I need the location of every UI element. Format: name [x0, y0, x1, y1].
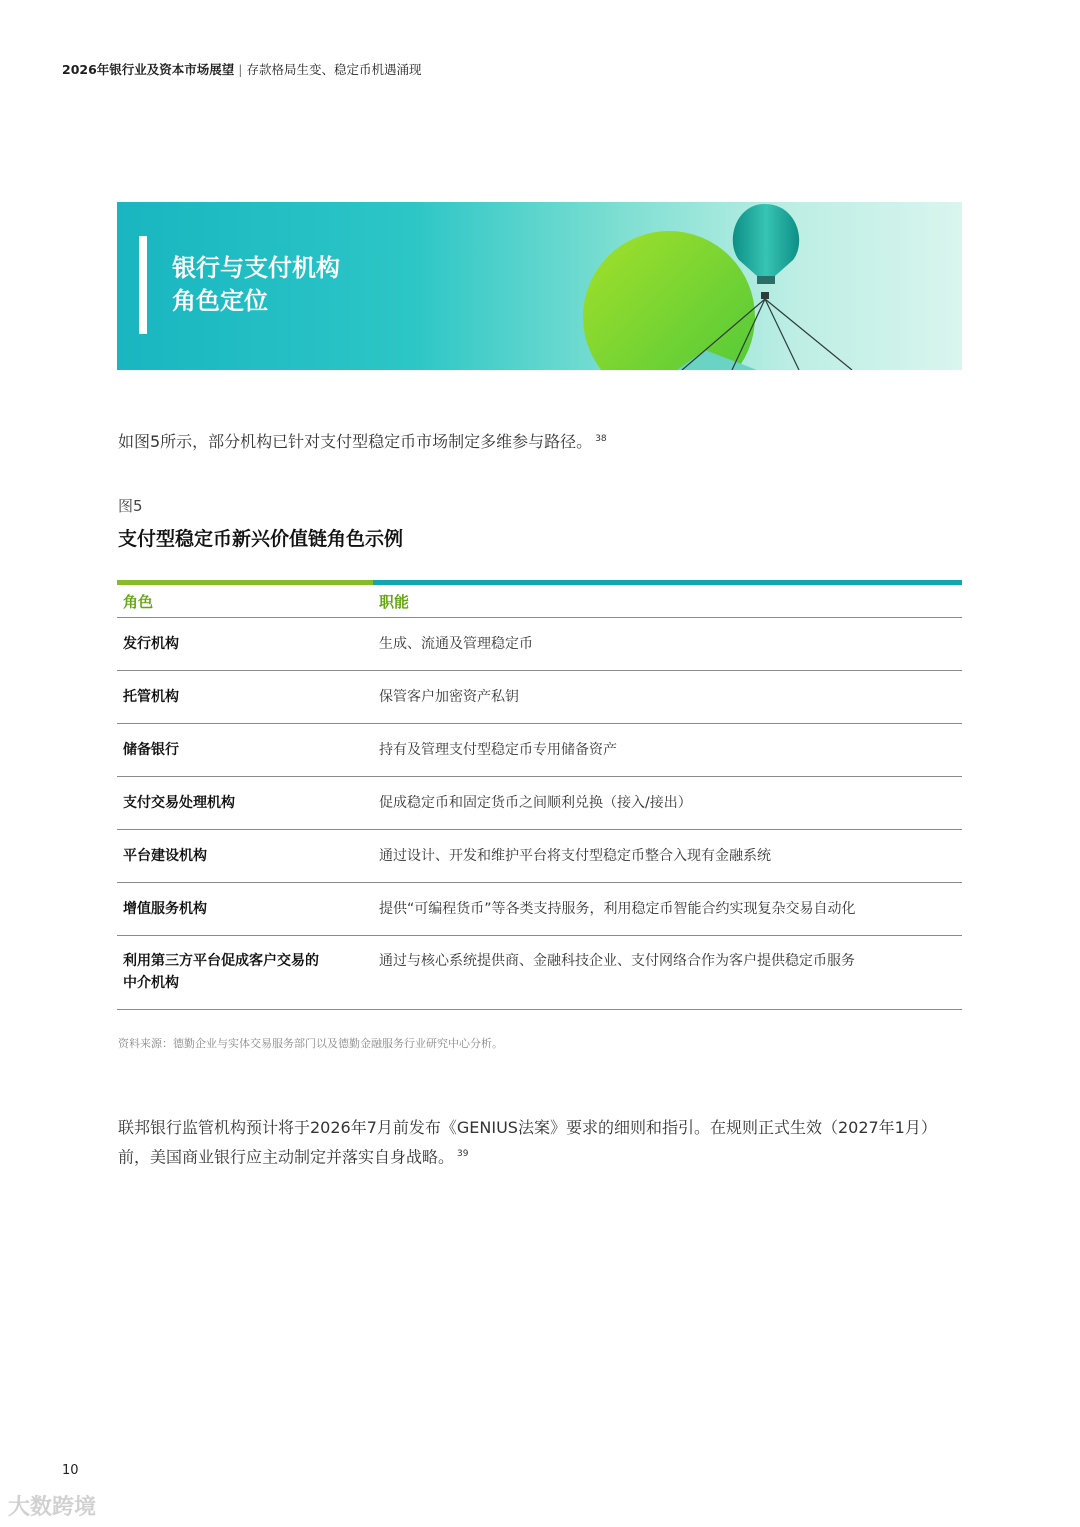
running-header	[62, 60, 422, 78]
role-cell-line2: 中介机构	[123, 975, 179, 991]
role-cell	[117, 950, 373, 994]
table-header	[117, 585, 962, 618]
section-banner	[117, 202, 962, 370]
role-cell-line1: 利用第三方平台促成客户交易的	[123, 953, 319, 969]
table-row	[117, 724, 962, 777]
balloon-envelope	[733, 204, 799, 276]
table-top-bar-green	[117, 580, 373, 585]
role-cell: 支付交易处理机构	[123, 795, 235, 811]
figure-title: 支付型稳定币新兴价值链角色示例	[118, 528, 404, 550]
table-row	[117, 830, 962, 883]
report-subtitle: 存款格局生变、稳定币机遇涌现	[246, 62, 422, 77]
function-cell: 持有及管理支付型稳定币专用储备资产	[379, 742, 617, 758]
table-top-bar	[117, 580, 962, 585]
banner-accent-bar	[139, 236, 147, 334]
role-cell: 增值服务机构	[123, 901, 207, 917]
table-top-bar-teal	[373, 580, 962, 585]
table-row	[117, 883, 962, 936]
table-row	[117, 936, 962, 1010]
function-cell: 生成、流通及管理稳定币	[379, 636, 533, 652]
function-cell: 通过设计、开发和维护平台将支付型稳定币整合入现有金融系统	[379, 848, 771, 864]
watermark-logo: 大数跨境	[8, 1495, 97, 1520]
source-note: 资料来源：德勤企业与实体交易服务部门以及德勤金融服务行业研究中心分析。	[118, 1037, 503, 1050]
body-paragraph-line2: 前，美国商业银行应主动制定并落实自身战略。	[118, 1147, 455, 1167]
intro-paragraph	[118, 429, 607, 452]
balloon-anchor	[761, 292, 769, 299]
section-title	[172, 252, 340, 318]
column-header-role: 角色	[123, 592, 154, 611]
table-row	[117, 618, 962, 671]
role-cell: 平台建设机构	[123, 848, 207, 864]
roles-table	[117, 580, 962, 1010]
intro-text: 如图5所示，部分机构已针对支付型稳定币市场制定多维参与路径。	[118, 432, 593, 451]
figure-label: 图5	[118, 497, 143, 515]
table-row	[117, 671, 962, 724]
section-title-line1: 银行与支付机构	[172, 254, 340, 282]
header-separator: |	[238, 62, 243, 77]
function-cell: 提供“可编程货币”等各类支持服务，利用稳定币智能合约实现复杂交易自动化	[379, 901, 856, 917]
report-title: 2026年银行业及资本市场展望	[62, 62, 235, 77]
table-row	[117, 777, 962, 830]
function-cell: 通过与核心系统提供商、金融科技企业、支付网络合作为客户提供稳定币服务	[379, 953, 855, 969]
role-cell: 发行机构	[123, 636, 179, 652]
green-circle-shape	[583, 231, 755, 370]
column-header-function: 职能	[379, 592, 410, 611]
section-title-line2: 角色定位	[172, 287, 268, 315]
function-cell: 保管客户加密资产私钥	[379, 689, 519, 705]
function-cell: 促成稳定币和固定货币之间顺利兑换（接入/接出）	[379, 795, 692, 811]
role-cell: 储备银行	[123, 742, 179, 758]
role-cell: 托管机构	[123, 689, 179, 705]
footnote-ref[interactable]: 39	[457, 1149, 469, 1159]
body-paragraph-line2-wrap	[118, 1141, 963, 1170]
body-paragraph-line1: 联邦银行监管机构预计将于2026年7月前发布《GENIUS法案》要求的细则和指引。在规则正式生效（2027年1月）	[118, 1118, 937, 1137]
footnote-ref[interactable]: 38	[595, 433, 607, 444]
page-number: 10	[62, 1463, 79, 1478]
balloon-basket	[757, 276, 775, 284]
body-paragraph	[118, 1114, 963, 1170]
